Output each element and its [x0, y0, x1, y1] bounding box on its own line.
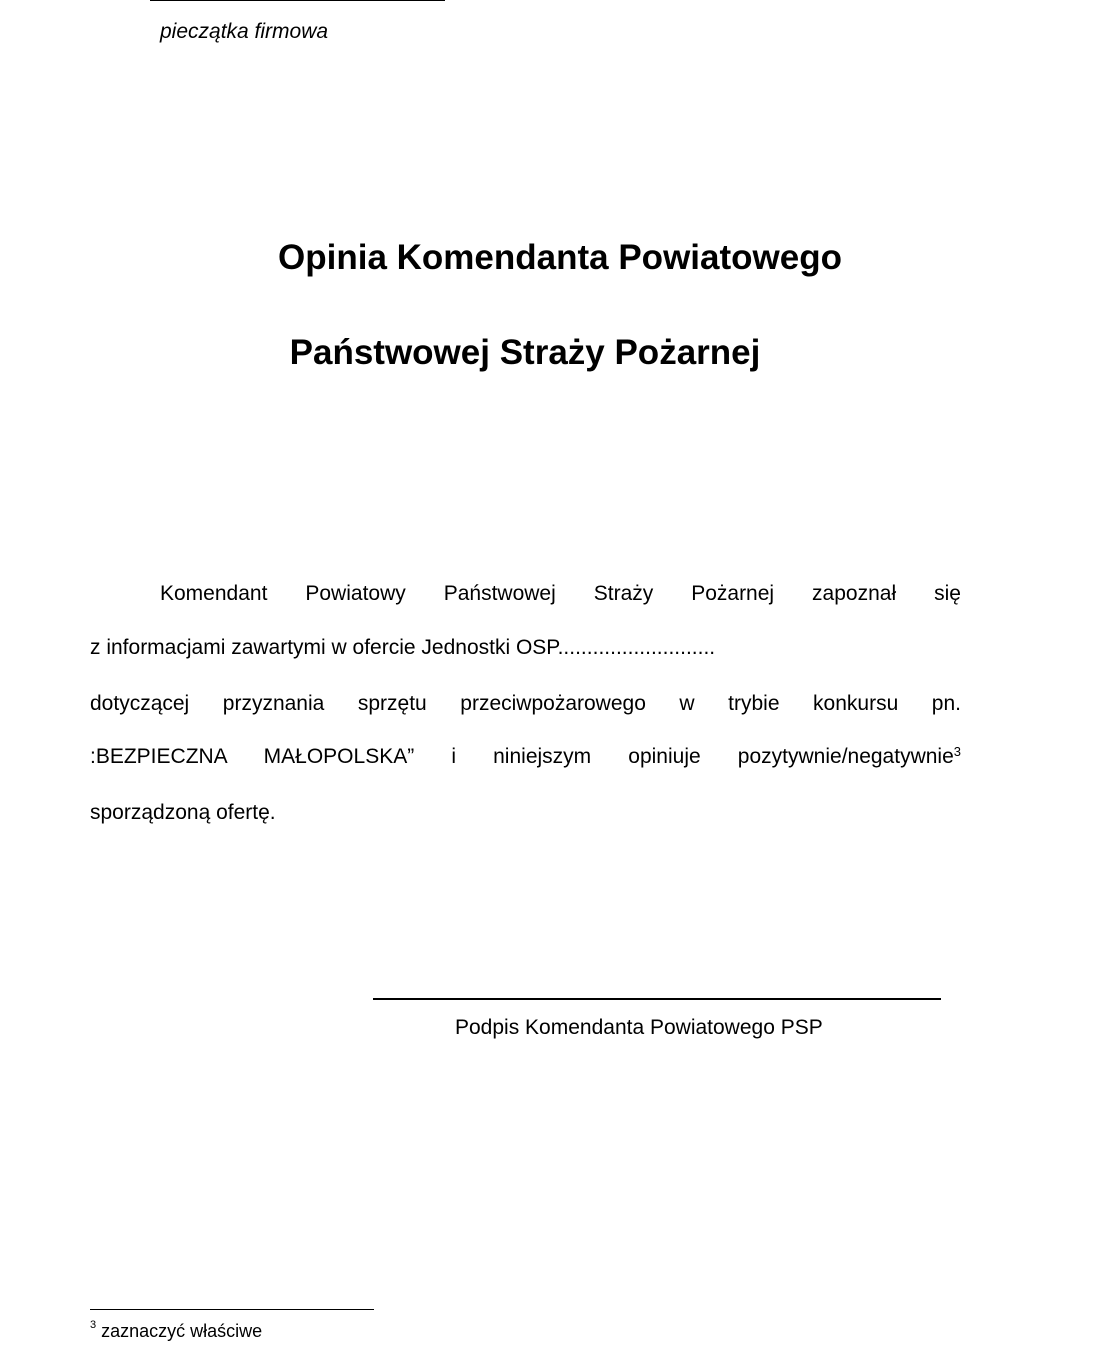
company-stamp-label: pieczątka firmowa	[160, 20, 329, 43]
body-line-1	[160, 582, 961, 606]
footnote-number: 3	[90, 1319, 97, 1331]
body-word: Straży	[593, 582, 654, 605]
footnote-reference: 3	[953, 744, 961, 759]
body-line-2: z informacjami zawartymi w ofercie Jednostki OSP...........................	[90, 636, 716, 659]
body-word: zapoznał	[812, 582, 897, 605]
footnote	[90, 1321, 262, 1342]
body-word: Komendant	[160, 582, 268, 605]
body-line-3: dotyczącej przyznania sprzętu przeciwpożarowego w trybie konkursu pn.	[90, 692, 961, 715]
body-word: Powiatowy	[305, 582, 406, 605]
document-title-line-1: Opinia Komendanta Powiatowego	[278, 238, 842, 277]
body-line-5: sporządzoną ofertę.	[90, 801, 276, 824]
stamp-line	[150, 0, 445, 1]
body-line-4	[90, 745, 961, 769]
footnote-text: zaznaczyć właściwe	[101, 1321, 263, 1341]
body-word: się	[934, 582, 961, 605]
body-word: Państwowej	[443, 582, 556, 605]
footnote-separator	[90, 1309, 374, 1310]
document-title-line-2: Państwowej Straży Pożarnej	[289, 333, 761, 372]
body-line-4-text: :BEZPIECZNA MAŁOPOLSKA” i niniejszym opiniuje pozytywnie/negatywnie	[90, 745, 954, 768]
body-word: Pożarnej	[691, 582, 775, 605]
signature-label: Podpis Komendanta Powiatowego PSP	[455, 1016, 823, 1039]
signature-line	[373, 998, 941, 1000]
